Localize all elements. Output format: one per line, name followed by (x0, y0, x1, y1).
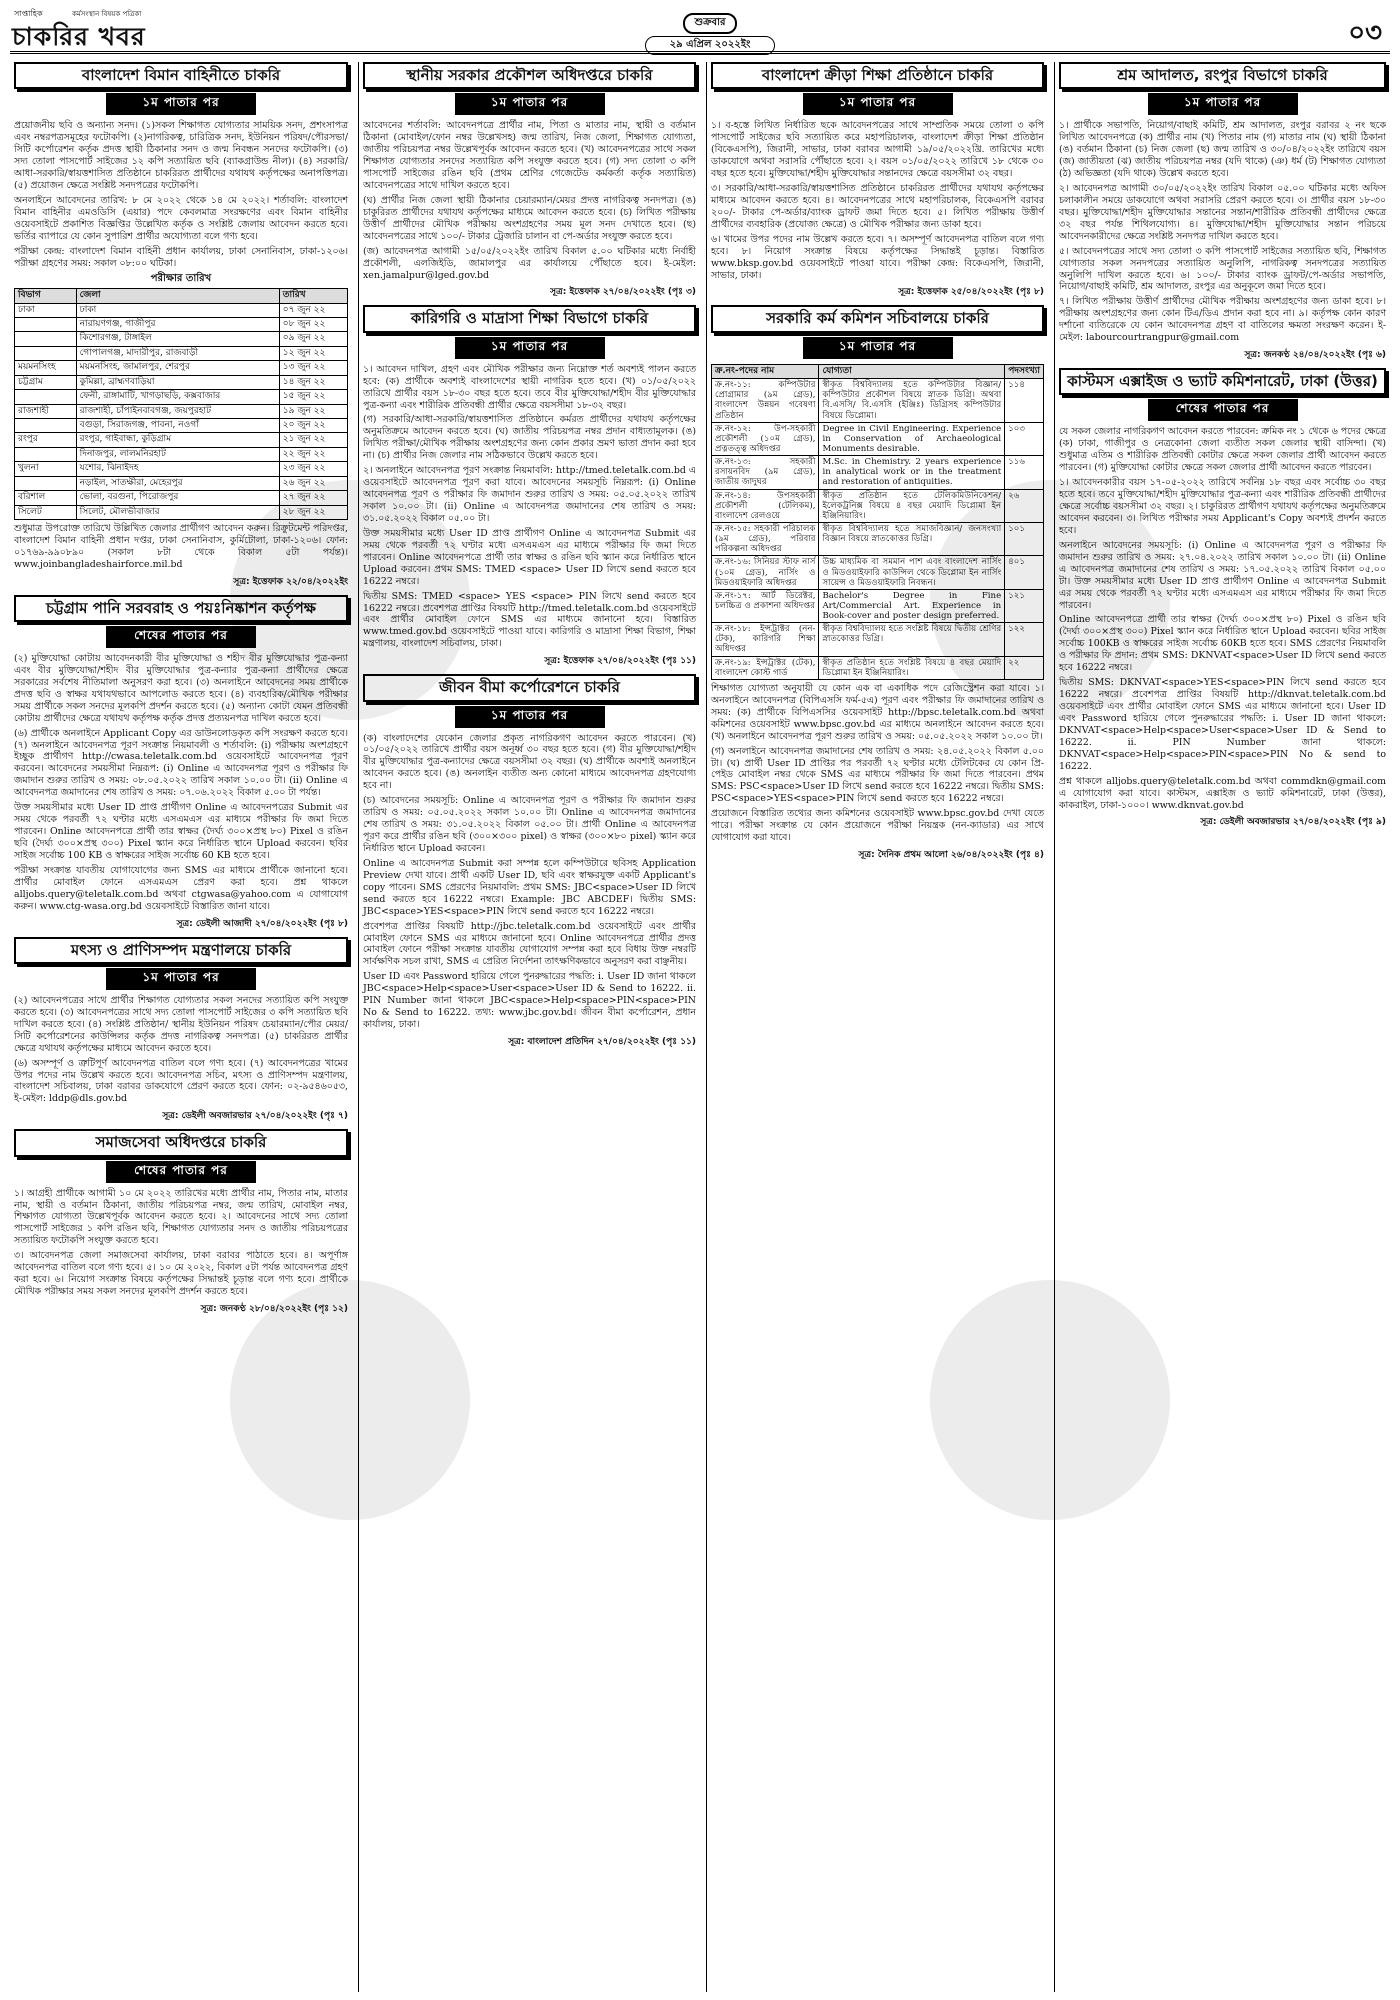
table-cell: সিলেট, মৌলভীবাজার (76, 505, 279, 519)
exam-schedule-table (14, 288, 348, 520)
table-row (712, 623, 1044, 656)
article-title: চট্টগ্রাম পানি সরবরাহ ও পয়ঃনিষ্কাশন কর্তৃপক্ষ (14, 595, 348, 622)
article-source: সূত্র: জনকণ্ঠ ২৪/০৪/২০২২ইং (পৃঃ ৬) (1244, 350, 1386, 361)
paragraph: Online এ আবেদনপত্র Submit করা সম্পন্ন হলে কম্পিউটারে ছবিসহ Application Preview দেখা যাবে। প্রার্থী একটি User ID, ছবি এবং স্বাক্ষরযুক্ত একটি Applicant's copy পাবেন। SMS প্রেরণের নিয়মাবলি: প্রথম SMS: JBC<space>User ID লিখে send করতে হবে 16222 নম্বরে। Example: JBC ABCDEF। দ্বিতীয় SMS: JBC<space>YES<space>PIN লিখে send করতে হবে 16222 নম্বরে। (363, 857, 696, 917)
table-cell (15, 332, 77, 346)
paragraph: (গ) অনলাইনে আবেদনপত্র জমাদানের শেষ তারিখ ও সময়: ২৪.০৫.২০২২ বিকাল ৫.০০ টা। (ঘ) প্রার্থী User ID প্রাপ্তির পর পরবর্তী ৭২ ঘণ্টার মধ্যে টেলিটকের যে কোন প্রি-পেইড মোবাইল নম্বর থেকে SMS এর মাধ্যমে পরীক্ষার ফি জমা দিতে পারবেন। প্রথম SMS: PSC<space>User ID লিখে send করতে হবে 16222 নম্বরে। দ্বিতীয় SMS: PSC<space>YES<space>PIN লিখে send করতে হবে 16222 নম্বরে। (711, 745, 1044, 805)
paragraph: User ID এবং Password হারিয়ে গেলে পুনরুদ্ধারের পদ্ধতি: i. User ID জানা থাকলে JBC<space>Help<space>User<space>User ID & Send to 16222. ii. PIN Number জানা থাকলে JBC<space>Help<space>PIN<space>PIN No & Send to 16222. তথ্য: www.jbc.gov.bd। জীবন বীমা কর্পোরেশন, প্রধান কার্যালয়, ঢাকা। (363, 971, 696, 1031)
paragraph: ৬। খামের উপর পদের নাম উল্লেখ করতে হবে। ৭। অসম্পূর্ণ আবেদনপত্র বাতিল বলে গণ্য হবে। ৮। নিয়োগ সংক্রান্ত বিষয়ে কর্তৃপক্ষের সিদ্ধান্তই চূড়ান্ত। বিস্তারিত www.bksp.gov.bd ওয়েবসাইটে পাওয়া যাবে। পরীক্ষা কেন্দ্র: বিকেএসপি, জিরানী, সাভার, ঢাকা। (711, 233, 1044, 281)
article-body (14, 653, 348, 913)
table-row (712, 589, 1044, 622)
article-social-services (14, 1129, 348, 1316)
paragraph: ২। অনলাইনে আবেদনপত্র পূরণ সংক্রান্ত নিয়মাবলি: http://tmed.teletalk.com.bd এ ওয়েবসাইটে আবেদনপত্র পূরণ করা যাবে। আবেদনের সময়সূচি নিম্নরূপ: (i) Online আবেদনপত্র পূরণ ও পরীক্ষার ফি জমাদান শুরুর তারিখ ও সময়: ০৫.০৫.২০২২ তারিখ সকাল ১০.০০ টা। (ii) Online এ আবেদনপত্র জমাদানের শেষ তারিখ ও সময়: ৩১.০৫.২০২২ বিকাল ০৫.০০ টা। (363, 465, 696, 524)
table-cell: ১০৩ (1005, 422, 1044, 455)
table-cell (15, 318, 77, 332)
table-cell: ক্র.নং-১৩: সহকারী রসায়নবিদ (৯ম গ্রেড), জাতীয় জাদুঘর (712, 456, 819, 489)
table-cell (15, 447, 77, 461)
newspaper-name: চাকরির খবর (12, 22, 146, 51)
paragraph: ৫। আবেদনপত্রের সাথে সদ্য তোলা ৩ কপি পাসপোর্ট সাইজের সত্যায়িত ছবি, শিক্ষাগত যোগ্যতার সকল সনদপত্রের সত্যায়িত অনুলিপি, নাগরিকত্ব সনদপত্রের সত্যায়িত অনুলিপি দাখিল করতে হবে। ৬। ১০০/- টাকার ব্যাংক ড্রাফট/পে-অর্ডার সভাপতি, নিয়োগ/বাছাই কমিটি, শ্রম আদালত, রংপুর এর অনুকূলে জমা দিতে হবে। (1059, 245, 1386, 293)
table-cell: Degree in Civil Engineering. Experience in Conservation of Archaeological Monuments desirable. (819, 422, 1005, 455)
table-cell: ২১ জুন ২২ (279, 433, 347, 447)
table-cell (15, 418, 77, 432)
table-row (15, 491, 348, 505)
page-number: ০৩ (1348, 18, 1382, 48)
table-cell (15, 476, 77, 490)
table-cell: ঢাকা (76, 303, 279, 317)
table-cell: ক্র.নং-১৫: সহকারী পরিচালক (৯ম গ্রেড), পরিবার পরিকল্পনা অধিদপ্তর (712, 522, 819, 555)
article-labour-court (1059, 62, 1386, 362)
table-cell: বরিশাল (15, 491, 77, 505)
table-cell: ২২ জুন ২২ (279, 447, 347, 461)
column-4 (1054, 62, 1390, 1992)
paragraph: (২) আবেদনপত্রের সাথে প্রার্থীর শিক্ষাগত যোগ্যতার সকল সনদের সত্যায়িত কপি সংযুক্ত করতে হবে। (৩) আবেদনপত্রের সাথে সদ্য তোলা পাসপোর্ট সাইজের ৩ কপি সত্যায়িত ছবি দাখিল করতে হবে। (৪) সংশ্লিষ্ট প্রতিষ্ঠান/ স্থানীয় ইউনিয়ন পরিষদ চেয়ারম্যান/পৌর মেয়র/সিটি কর্পোরেশনের কাউন্সিলর কর্তৃক প্রদত্ত নাগরিকত্ব সনদপত্র। (৫) চাকরিরত প্রার্থীর ক্ষেত্রে যথাযথ কর্তৃপক্ষের মাধ্যমে আবেদন করতে হবে। (14, 994, 348, 1054)
table-cell: ১০১ (1005, 522, 1044, 555)
table-cell: ক্র.নং-১২: উপ-সহকারী প্রকৌশলী (১০ম গ্রেড), প্রত্নতত্ত্ব অধিদপ্তর (712, 422, 819, 455)
table-cell: উচ্চ মাধ্যমিক বা সমমান পাশ এবং বাংলাদেশ নার্সিং ও মিডওয়াইফারি কাউন্সিল থেকে ডিপ্লোমা ইন নার্সিং সায়েন্স ও মিডওয়াইফারি নিবন্ধন। (819, 556, 1005, 589)
continued-label: ১ম পাতার পর (455, 93, 605, 115)
table-cell: রংপুর, গাইবান্ধা, কুড়িগ্রাম (76, 433, 279, 447)
paragraph: প্রবেশপত্র প্রাপ্তির বিষয়টি http://jbc.teletalk.com.bd ওয়েবসাইটে এবং প্রার্থীর মোবাইল ফোনে SMS এর মাধ্যমে জানানো হবে। Online আবেদনপত্রে প্রার্থীর প্রদত্ত মোবাইল ফোনে পরীক্ষা সংক্রান্ত যাবতীয় যোগাযোগ সম্পন্ন করা হবে বিধায় উক্ত নম্বরটি সার্বক্ষণিক সচল রাখা, SMS এ প্রেরিত নির্দেশনা তাৎক্ষণিকভাবে অনুসরণ করা বাঞ্ছনীয়। (363, 920, 696, 968)
table-cell: ভোলা, বরগুনা, পিরোজপুর (76, 491, 279, 505)
article-source: সূত্র: ডেইলী আজাদী ২৭/০৪/২০২২ইং (পৃঃ ৮) (176, 918, 348, 929)
table-cell: নারায়ণগঞ্জ, গাজীপুর (76, 318, 279, 332)
table-row (15, 346, 348, 360)
article-body (14, 120, 348, 570)
table-cell: ০৮ জুন ২২ (279, 318, 347, 332)
paragraph: (ঘ) প্রার্থীর নিজ জেলা স্থায়ী ঠিকানার চেয়ারম্যান/মেয়র প্রদত্ত নাগরিকত্ব সনদপত্র। (ঙ) চাকুরিরত প্রার্থীদের যথাযথ কর্তৃপক্ষের মাধ্যমে আবেদন করতে হবে। (চ) লিখিত পরীক্ষায় উত্তীর্ণ প্রার্থীদের মৌখিক পরীক্ষায় অংশগ্রহণের সময় মূল সনদ দেখাতে হবে। (ছ) আবেদনপত্রের সাথে ১০০/- টাকার ট্রেজারি চালান বা পে-অর্ডার সংযুক্ত করতে হবে। (363, 194, 696, 242)
table-cell: ১৩ জুন ২২ (279, 361, 347, 375)
table-cell: দিনাজপুর, লালমনিরহাট (76, 447, 279, 461)
table-cell: ২৬ জুন ২২ (279, 476, 347, 490)
table-cell: স্বীকৃত প্রতিষ্ঠান হতে সংশ্লিষ্ট বিষয়ে ৪ বছর মেয়াদি ডিপ্লোমা ইন ইঞ্জিনিয়ারিং। (819, 656, 1005, 679)
table-cell: স্বীকৃত প্রতিষ্ঠান হতে টেলিকমিউনিকেশন/ ইলেকট্রনিক্স বিষয়ে ৪ বছর মেয়াদি ডিপ্লোমা ইন ইঞ্জিনিয়ারিং। (819, 489, 1005, 522)
table-cell: রাজশাহী (15, 404, 77, 418)
paragraph: ১। আবেদনকারীর বয়স ১৭-০৫-২০২২ তারিখে সর্বনিম্ন ১৮ বছর এবং সর্বোচ্চ ৩০ বছর হতে হবে। তবে মুক্তিযোদ্ধা/শহীদ মুক্তিযোদ্ধার পুত্র-কন্যা এবং শারীরিক প্রতিবন্ধী প্রার্থীদের ক্ষেত্রে সর্বোচ্চ বয়সসীমা ৩২ বছর। ২। চাকুরিরত প্রার্থীগণ যথাযথ কর্তৃপক্ষের অনুমতিক্রমে আবেদন করবেন। ৩। লিখিত পরীক্ষার সময় Applicant's Copy অবশ্যই প্রদর্শন করতে হবে। (1059, 477, 1386, 536)
continued-label: ১ম পাতার পর (455, 337, 605, 359)
table-cell: যশোর, ঝিনাইদহ (76, 462, 279, 476)
table-cell: M.Sc. in Chemistry. 2 years experience in analytical work or in the treatment and restoration of antiquities. (819, 456, 1005, 489)
table-row (712, 522, 1044, 555)
weekly-label: সাপ্তাহিক (14, 9, 43, 18)
table-header: তারিখ (279, 289, 347, 303)
paragraph: (ক) বাংলাদেশের যেকোন জেলার প্রকৃত নাগরিকগণ আবেদন করতে পারবেন। (খ) ০১/০৫/২০২২ তারিখে প্রার্থীর বয়স অনূর্ধ্ব ৩০ বছর হতে হবে। (গ) বীর মুক্তিযোদ্ধা/শহীদ বীর মুক্তিযোদ্ধার পুত্র-কন্যাদের ক্ষেত্রে বয়সসীমা ৩২ বছর। (ঘ) প্রার্থীকে অবশ্যই অনলাইনে আবেদন করতে হবে। (ঙ) অনলাইন ব্যতীত অন্য কোনো মাধ্যমে আবেদনপত্র গ্রহণযোগ্য হবে না। (363, 732, 696, 792)
paragraph: পরীক্ষা সংক্রান্ত যাবতীয় যোগাযোগের জন্য SMS এর মাধ্যমে প্রার্থীকে জানানো হবে। প্রার্থীর মোবাইল ফোনে এসএমএস প্রেরণ করা হবে। প্রশ্ন থাকলে alljobs.query@teletalk.com.bd অথবা ctgwasa@yahoo.com এ যোগাযোগ করুন। www.ctg-wasa.org.bd ওয়েবসাইটে বিস্তারিত জানা যাবে। (14, 864, 348, 912)
table-row (15, 390, 348, 404)
table-header: যোগ্যতা (819, 364, 1005, 378)
table-cell: ২৬ (1005, 489, 1044, 522)
column-1 (10, 62, 352, 1992)
article-body (1059, 426, 1386, 811)
paragraph: দ্বিতীয় SMS: DKNVAT<space>YES<space>PIN লিখে send করতে হবে 16222 নম্বরে। প্রবেশপত্র প্রাপ্তির বিষয়টি http://dknvat.teletalk.com.bd ওয়েবসাইটে এবং প্রার্থীর মোবাইল ফোনে SMS এর মাধ্যমে জানানো হবে। User ID এবং Password হারিয়ে গেলে পুনরুদ্ধারের পদ্ধতি: i. User ID জানা থাকলে: DKNVAT<space>Help<space>User<space>User ID & Send to 16222. ii. PIN Number জানা থাকলে: DKNVAT<space>Help<space>PIN<space>PIN No & send to 16222. (1059, 677, 1386, 772)
table-cell: ময়মনসিংহ, জামালপুর, শেরপুর (76, 361, 279, 375)
table-cell: রংপুর (15, 433, 77, 447)
continued-label: ১ম পাতার পর (455, 706, 605, 728)
paragraph: অনলাইনে আবেদনের সময়সূচি: (i) Online এ আবেদনপত্র পূরণ ও পরীক্ষার ফি জমাদান শুরুর তারিখ ও সময়: ২৭.০৪.২০২২ তারিখ সকাল ১০.০০ টা। (ii) Online এ আবেদনপত্র জমাদানের শেষ তারিখ ও সময়: ১৭.০৫.২০২২ তারিখ বিকাল ০৫.০০ টা। উক্ত সময়সীমার মধ্যে User ID প্রাপ্ত প্রার্থীগণ Online এ আবেদনপত্র Submit এর সময় থেকে পরবর্তী ৭২ ঘণ্টার মধ্যে এসএমএস এর মাধ্যমে পরীক্ষার ফি জমা দিতে পারবেন। (1059, 539, 1386, 611)
table-cell: ক্র.নং-১৮: ইন্সট্রাক্টর (নন-টেক), কারিগরি শিক্ষা অধিদপ্তর (712, 623, 819, 656)
paragraph: প্রয়োজনে বিস্তারিত তথ্যের জন্য কমিশনের ওয়েবসাইট www.bpsc.gov.bd দেখা যেতে পারে। পরীক্ষা সংক্রান্ত যে কোন প্রয়োজনে পরীক্ষা নিয়ন্ত্রক (নন-ক্যাডার) এর সাথে যোগাযোগ করা যাবে। (711, 808, 1044, 844)
table-row (15, 303, 348, 317)
article-source: সূত্র: ইত্তেফাক ২২/০৪/২০২২ইং (233, 576, 348, 587)
table-cell: ১২ জুন ২২ (279, 346, 347, 360)
article-body (363, 733, 696, 1032)
table-cell: ১১৬ (1005, 456, 1044, 489)
table-header: ক্র.নং-পদের নাম (712, 364, 819, 378)
table-header: পদসংখ্যা (1005, 364, 1044, 378)
table-row (15, 433, 348, 447)
table-cell: স্বীকৃত বিশ্ববিদ্যালয় হতে কম্পিউটার বিজ্ঞান/ কম্পিউটার প্রকৌশল বিষয়ে স্নাতক ডিগ্রি। অথবা বি.এসসি/ বি.এসসি (ইঞ্জিঃ) ডিগ্রিসহ কম্পিউটার বিষয়ে ডিপ্লোমা। (819, 379, 1005, 423)
masthead (10, 8, 1390, 54)
continued-label: শেষের পাতার পর (1148, 399, 1298, 421)
table-cell: কিশোরগঞ্জ, টাঙ্গাইল (76, 332, 279, 346)
article-customs (1059, 368, 1386, 829)
table-cell: ১২২ (1005, 623, 1044, 656)
paragraph: প্রশ্ন থাকলে alljobs.query@teletalk.com.bd অথবা commdkn@gmail.com এ যোগাযোগ করা যাবে। কাস্টমস, এক্সাইজ ও ভ্যাট কমিশনারেট, ঢাকা (উত্তর), কাকরাইল, ঢাকা-১০০০। www.dknvat.gov.bd (1059, 775, 1386, 811)
table-cell: ক্র.নং-১৯: ইন্সট্রাক্টর (টেক), বাংলাদেশ কোস্ট গার্ড (712, 656, 819, 679)
article-fisheries (14, 937, 348, 1124)
table-cell: চট্টগ্রাম (15, 375, 77, 389)
continued-label: ১ম পাতার পর (1148, 93, 1298, 115)
article-title: বাংলাদেশ বিমান বাহিনীতে চাকরি (14, 62, 348, 89)
table-row (15, 404, 348, 418)
paragraph: শুধুমাত্র উপরোক্ত তারিখে উল্লিখিত জেলার প্রার্থীগণ আবেদন করুন। রিক্রুটমেন্ট পরিদপ্তর, বাংলাদেশ বিমান বাহিনী প্রধান দপ্তর, ঢাকা সেনানিবাস, কুর্মিটোলা, ঢাকা-১২০৬। ফোন: ০১৭৬৯-৯৯০৮৯০ (সকাল ৮টা থেকে বিকাল ৫টা পর্যন্ত)। www.joinbangladeshairforce.mil.bd (14, 522, 348, 570)
table-cell: রাজশাহী, চাঁপাইনবাবগঞ্জ, জয়পুরহাট (76, 404, 279, 418)
paragraph: ৭। লিখিত পরীক্ষায় উত্তীর্ণ প্রার্থীদের মৌখিক পরীক্ষায় অংশগ্রহণের জন্য ডাকা হবে। ৮। পরীক্ষায় অংশগ্রহণের জন্য কোন টিএ/ডিএ প্রদান করা হবে না। ৯। কর্তৃপক্ষ কোন কারণ দর্শানো ব্যতিরেকে যে কোন আবেদনপত্র গ্রহণ বা বাতিলের ক্ষমতা সংরক্ষণ করেন। ই-মেইল: labourcourtrangpur@gmail.com (1059, 296, 1386, 344)
table-row (15, 476, 348, 490)
table-header: বিভাগ (15, 289, 77, 303)
table-row (15, 505, 348, 519)
issue-day: শুক্রবার (683, 13, 738, 34)
paragraph: (৬) প্রার্থীকে অনলাইনে Applicant Copy এর ডাউনলোডকৃত কপি সংরক্ষণ করতে হবে। (৭) অনলাইনে আবেদনপত্র পূরণ সংক্রান্ত নিয়মাবলী ও শর্তাবলি: (i) পরীক্ষায় অংশগ্রহণে ইচ্ছুক প্রার্থীগণ http://cwasa.teletalk.com.bd ওয়েবসাইটে আবেদনপত্র পূরণ করবেন। আবেদনের সময়সীমা নিম্নরূপ: (i) Online এ আবেদনপত্র পূরণ ও পরীক্ষার ফি জমাদান শুরুর তারিখ ও সময়: ০৮.০৫.২০২২ তারিখ সকাল ১০.০০ টা। (ii) Online এ আবেদনপত্র জমাদানের শেষ তারিখ ও সময়: ০৭.০৬.২০২২ বিকাল ৫.০০ টা পর্যন্ত। (14, 727, 348, 799)
paragraph: শিক্ষাগত যোগ্যতা অনুযায়ী যে কোন এক বা একাধিক পদে রেজিস্ট্রেশন করা যাবে। ১। অনলাইনে আবেদনপত্র (বিপিএসসি ফর্ম-৫এ) পূরণ এবং পরীক্ষার ফি জমাদানের তারিখ ও সময়: (ক) প্রার্থীকে বিপিএসসির ওয়েবসাইট http://bpsc.teletalk.com.bd অথবা কমিশনের ওয়েবসাইট www.bpsc.gov.bd এর মাধ্যমে অনলাইনে আবেদন করতে হবে। (খ) অনলাইনে আবেদনপত্র পূরণ শুরুর তারিখ ও সময়: ০৫.০৫.২০২২ সকাল ১০.০০ টা। (711, 682, 1044, 742)
table-cell: স্বীকৃত বিশ্ববিদ্যালয় হতে সমাজবিজ্ঞান/ জনসংখ্যা বিজ্ঞান বিষয়ে স্নাতকোত্তর ডিগ্রি। (819, 522, 1005, 555)
table-row (15, 447, 348, 461)
paragraph: ৩। সরকারি/আধা-সরকারি/স্বায়ত্তশাসিত প্রতিষ্ঠানে চাকরিরত প্রার্থীদের যথাযথ কর্তৃপক্ষের মাধ্যমে আবেদন করতে হবে। ৪। আবেদনপত্রের সাথে মহাপরিচালক, বিকেএসপি বরাবর ২০০/- টাকার পে-অর্ডার/ব্যাংক ড্রাফট জমা দিতে হবে। ৫। লিখিত পরীক্ষায় উত্তীর্ণ প্রার্থীদের ব্যবহারিক (প্রযোজ্য ক্ষেত্রে) ও মৌখিক পরীক্ষার জন্য ডাকা হবে। (711, 182, 1044, 230)
paragraph: প্রয়োজনীয় ছবি ও অন্যান্য সনদ। (১)সকল শিক্ষাগত যোগ্যতার সাময়িক সনদ, প্রশংসাপত্র এবং নম্বরপত্রসমূহের ফটোকপি। (২)নাগরিকত্ব, চারিত্রিক সনদ, ইউনিয়ন পরিষদ/পৌরসভা/সিটি কর্পোরেশন কর্তৃক প্রদত্ত স্থায়ী ঠিকানার সনদ ও জন্ম নিবন্ধন সনদের ফটোকপি। (৩) সদ্য তোলা পাসপোর্ট সাইজের ১২ কপি সত্যায়িত ছবি (ব্যাকগ্রাউন্ড নীল)। (৪) সরকারি/আধা-সরকারি/স্বায়ত্তশাসিত প্রতিষ্ঠানে চাকরিরত প্রার্থীদের যথাযথ কর্তৃপক্ষের অনাপত্তিপত্র। (৫) প্রয়োজন ক্ষেত্রে সংশ্লিষ্ট সনদপত্রের ফটোকপি। (14, 120, 348, 191)
tagline: কর্মসংস্থান বিষয়ক পত্রিকা (72, 10, 142, 18)
paragraph: ১। প্রার্থীকে সভাপতি, নিয়োগ/বাছাই কমিটি, শ্রম আদালত, রংপুর বরাবর ২ নং ছকে লিখিত আবেদনপত্রে (ক) প্রার্থীর নাম (খ) পিতার নাম (গ) মাতার নাম (ঘ) স্থায়ী ঠিকানা (ঙ) বর্তমান ঠিকানা (চ) নিজ জেলা (ছ) জন্ম তারিখ ও ৩০/০৪/২০২২ইং তারিখে বয়স (জ) জাতীয়তা (ঝ) জাতীয় পরিচয়পত্র নম্বর (যদি থাকে) (ঞ) ধর্ম (ট) শিক্ষাগত যোগ্যতা (ঠ) অভিজ্ঞতা (যদি থাকে) উল্লেখ করতে হবে। (1059, 120, 1386, 179)
continued-label: ১ম পাতার পর (803, 93, 953, 115)
article-body (1059, 120, 1386, 344)
table-cell (15, 390, 77, 404)
article-title: মৎস্য ও প্রাণিসম্পদ মন্ত্রণালয়ে চাকরি (14, 937, 348, 964)
article-source: সূত্র: দৈনিক প্রথম আলো ২৬/০৪/২০২২ইং (পৃঃ ৪) (858, 850, 1044, 861)
article-title: স্থানীয় সরকার প্রকৌশল অধিদপ্তরে চাকরি (363, 62, 696, 89)
article-jiban-bima (363, 674, 696, 1049)
article-title: শ্রম আদালত, রংপুর বিভাগে চাকরি (1059, 62, 1386, 89)
article-body (363, 120, 696, 281)
table-cell: খুলনা (15, 462, 77, 476)
paragraph: ১। আগ্রহী প্রার্থীকে আগামী ১০ মে ২০২২ তারিখের মধ্যে প্রার্থীর নাম, পিতার নাম, মাতার নাম, স্থায়ী ও বর্তমান ঠিকানা, জাতীয় পরিচয়পত্র নম্বর, জন্ম তারিখ, মোবাইল নম্বর, শিক্ষাগত যোগ্যতা উল্লেখপূর্বক আবেদন করতে হবে। ২। আবেদনের সাথে সদ্য তোলা পাসপোর্ট সাইজের ১ কপি রঙিন ছবি, শিক্ষাগত যোগ্যতার সনদ ও জাতীয় পরিচয়পত্রের সত্যায়িত ফটোকপি সংযুক্ত করতে হবে। (14, 1187, 348, 1247)
article-ctg-wasa (14, 595, 348, 931)
article-source: সূত্র: বাংলাদেশ প্রতিদিন ২৭/০৪/২০২২ইং (পৃঃ ১১) (508, 1037, 696, 1047)
article-body (14, 995, 348, 1105)
table-cell: ক্র.নং-১১: কম্পিউটার প্রোগ্রামার (৯ম গ্রেড), বাংলাদেশ উন্নয়ন গবেষণা প্রতিষ্ঠান (712, 379, 819, 423)
paragraph: (জ) আবেদনপত্র আগামী ১৫/০৫/২০২২ইং তারিখ বিকাল ৫.০০ ঘটিকার মধ্যে নির্বাহী প্রকৌশলী, এলজিইডি, জামালপুর এর কার্যালয়ে পৌঁছাতে হবে। ই-মেইল: xen.jamalpur@lged.gov.bd (363, 245, 696, 281)
table-row (712, 456, 1044, 489)
column-2 (358, 62, 700, 1992)
posts-table (711, 364, 1044, 680)
table-cell: কুমিল্লা, ব্রাহ্মণবাড়িয়া (76, 375, 279, 389)
table-cell: ১৫ জুন ২২ (279, 390, 347, 404)
paragraph: (গ) সরকারি/আধা-সরকারি/স্বায়ত্তশাসিত প্রতিষ্ঠানে কর্মরত প্রার্থীদের যথাযথ কর্তৃপক্ষের অনুমতিক্রমে আবেদন করতে হবে। (ঘ) জাতীয় পরিচয়পত্র নম্বর প্রদান বাধ্যতামূলক। (ঙ) লিখিত পরীক্ষা/মৌখিক পরীক্ষায় অংশগ্রহণের জন্য কোন প্রকার ভ্রমণ ভাতা প্রদান করা হবে না। (চ) প্রার্থীর নিজ জেলার নাম সঠিকভাবে উল্লেখ করতে হবে। (363, 414, 696, 462)
article-source: সূত্র: ডেইলী অবজারভার ২৭/০৪/২০২২ইং (পৃঃ ৭) (162, 1111, 348, 1122)
article-source: সূত্র: ডেইলী অবজারভার ২৭/০৪/২০২২ইং (পৃঃ ৯) (1200, 817, 1386, 828)
table-cell: ০৯ জুন ২২ (279, 332, 347, 346)
table-cell: ২৩ জুন ২২ (279, 462, 347, 476)
continued-label: ১ম পাতার পর (106, 968, 256, 990)
continued-label: শেষের পাতার পর (106, 626, 256, 648)
article-madrasa (363, 305, 696, 668)
issue-info (610, 10, 810, 55)
paragraph: ১। আবেদন দাখিল, গ্রহণ এবং মৌখিক পরীক্ষার জন্য নিম্নোক্ত শর্ত অবশ্যই পালন করতে হবে: (ক) প্রার্থীকে অবশ্যই বাংলাদেশের স্থায়ী নাগরিক হতে হবে। (খ) ০১/০৫/২০২২ তারিখে প্রার্থীর বয়স ১৮-৩০ বছর হতে হবে। তবে বীর মুক্তিযোদ্ধা/শহীদ বীর মুক্তিযোদ্ধার পুত্র-কন্যা এবং শারীরিক প্রতিবন্ধী প্রার্থীর ক্ষেত্রে বয়সসীমা ১৮-৩২ বছর। (363, 363, 696, 411)
article-title: কারিগরি ও মাদ্রাসা শিক্ষা বিভাগে চাকরি (363, 305, 696, 332)
article-lged (363, 62, 696, 299)
article-source: সূত্র: ইত্তেফাক ২৫/০৪/২০২২ইং (পৃঃ ৮) (898, 287, 1044, 298)
table-row (712, 556, 1044, 589)
article-pcs (711, 305, 1044, 862)
newspaper-logo (10, 8, 180, 50)
table-cell: ০৭ জুন ২২ (279, 303, 347, 317)
table-cell: ২২ (1005, 656, 1044, 679)
table-header: জেলা (76, 289, 279, 303)
table-cell: ১২১ (1005, 589, 1044, 622)
table-cell: ক্র.নং-১৪: উপসহকারী প্রকৌশলী (টেলিকম), বাংলাদেশ রেলওয়ে (712, 489, 819, 522)
article-title: বাংলাদেশ ক্রীড়া শিক্ষা প্রতিষ্ঠানে চাকরি (711, 62, 1044, 89)
table-cell: বগুড়া, সিরাজগঞ্জ, পাবনা, নওগাঁ (76, 418, 279, 432)
continued-label: ১ম পাতার পর (106, 93, 256, 115)
table-cell: Bachelor's Degree in Fine Art/Commercial Art. Experience in Book-cover and poster design preferred. (819, 589, 1005, 622)
table-row (712, 656, 1044, 679)
article-body (363, 364, 696, 651)
paragraph: পরীক্ষা কেন্দ্র: বাংলাদেশ বিমান বাহিনী প্রধান কার্যালয়, ঢাকা সেনানিবাস, ঢাকা-১২০৬। পরীক্ষা গ্রহণের সময়: সকাল ০৮:০০ ঘটিকা। (14, 245, 348, 269)
table-row (15, 318, 348, 332)
article-biman (14, 62, 348, 589)
paragraph: Online আবেদনপত্রে প্রার্থী তার স্বাক্ষর (দৈর্ঘ্য ৩০০×প্রস্থ ৮০) Pixel ও রঙিন ছবি (দৈর্ঘ্য ৩০০×প্রস্থ ৩০০) Pixel স্ক্যান করে নির্ধারিত স্থানে Upload করবেন। ছবির সাইজ সর্বোচ্চ 100KB ও স্বাক্ষরের সাইজ সর্বোচ্চ 60KB হতে হবে। SMS প্রেরণের নিয়মাবলি ও পরীক্ষার ফি প্রদান: প্রথম SMS: DKNVAT<space>User ID লিখে send করতে হবে 16222 নম্বরে। (1059, 614, 1386, 674)
paragraph: (২) মুক্তিযোদ্ধা কোটায় আবেদনকারী বীর মুক্তিযোদ্ধা ও শহীদ বীর মুক্তিযোদ্ধার পুত্র-কন্যা এবং বীর মুক্তিযোদ্ধা/শহীদ বীর মুক্তিযোদ্ধার পুত্র-কন্যার পুত্র-কন্যা প্রার্থীদের ক্ষেত্রে সরকারের সর্বশেষ নীতিমালা অনুসরণ করা হবে। (৩) অনলাইনে আবেদনের সময় প্রার্থীকে প্রদত্ত ছবি ও স্বাক্ষর যথাযথভাবে আপলোড করতে হবে। (৪) ব্যবহারিক/মৌখিক পরীক্ষার সময় প্রার্থীকে সকল সনদের মূলকপি প্রদর্শন করতে হবে। (৫) অন্যান্য কোটা যেমন প্রতিবন্ধী কোটায় প্রার্থীদের ক্ষেত্রে যথাযথ কর্তৃপক্ষ কর্তৃক প্রদত্ত প্রত্যয়নপত্র দাখিল করতে হবে। (14, 652, 348, 724)
paragraph: যে সকল জেলার নাগরিকগণ আবেদন করতে পারবেন: ক্রমিক নং ১ থেকে ৬ পদের ক্ষেত্রে (ক) ঢাকা, গাজীপুর ও নেত্রকোনা জেলা ব্যতীত সকল জেলার স্থায়ী বাসিন্দা। (খ) শুধুমাত্র এতিম ও শারীরিক প্রতিবন্ধী কোটার ক্ষেত্রে সকল জেলার প্রার্থী আবেদন করতে পারবেন। (গ) মুক্তিযোদ্ধা কোটার ক্ষেত্রে সকল জেলার প্রার্থী আবেদন করতে পারবেন। (1059, 426, 1386, 474)
paragraph: (৬) অসম্পূর্ণ ও ত্রুটিপূর্ণ আবেদনপত্র বাতিল বলে গণ্য হবে। (৭) আবেদনপত্রের খামের উপর পদের নাম উল্লেখ করতে হবে। আবেদনপত্র সচিব, মৎস্য ও প্রাণিসম্পদ মন্ত্রণালয়, বাংলাদেশ সচিবালয়, ঢাকা বরাবর ডাকযোগে প্রেরণ করতে হবে। ফোন: ০২-৯৫৪৬০৫৩, ই-মেইল: lddp@dls.gov.bd (14, 1057, 348, 1105)
table-row (712, 489, 1044, 522)
table-cell: ১১৪ (1005, 379, 1044, 423)
paragraph: উক্ত সময়সীমার মধ্যে User ID প্রাপ্ত প্রার্থীগণ Online এ আবেদনপত্র Submit এর সময় থেকে পরবর্তী ৭২ ঘণ্টার মধ্যে এসএমএস এর মাধ্যমে পরীক্ষার ফি জমা দিতে পারবেন। Online আবেদনপত্রে প্রার্থী তার স্বাক্ষর ও রঙিন ছবি স্ক্যান করে নির্ধারিত স্থানে Upload করবেন। প্রথম SMS: TMED <space> User ID লিখে send করতে হবে 16222 নম্বরে। (363, 527, 696, 587)
table-cell: স্বীকৃত বিশ্ববিদ্যালয় হতে সংশ্লিষ্ট বিষয়ে দ্বিতীয় শ্রেণির স্নাতকোত্তর ডিগ্রি। (819, 623, 1005, 656)
column-3 (706, 62, 1048, 1992)
table-cell: ১৪ জুন ২২ (279, 375, 347, 389)
table-row (712, 379, 1044, 423)
paragraph: ২। আবেদনপত্র আগামী ৩০/০৫/২০২২ইং তারিখ বিকাল ০৫.০০ ঘটিকার মধ্যে অফিস চলাকালীন সময়ে ডাকযোগে অথবা সরাসরি প্রেরণ করতে হবে। ৩। প্রার্থীর বয়স ১৮-৩০ বছর। মুক্তিযোদ্ধা/শহীদ মুক্তিযোদ্ধার সন্তানের সন্তান/শারীরিক প্রতিবন্ধী প্রার্থীদের ক্ষেত্রে ৩২ বছর পর্যন্ত শিথিলযোগ্য। ৪। মুক্তিযোদ্ধা/শহীদ মুক্তিযোদ্ধার সন্তান পরিচয়ে আবেদনকারীদের ক্ষেত্রে সংশ্লিষ্ট সনদপত্র দাখিল করতে হবে। (1059, 182, 1386, 242)
article-title: কাস্টমস এক্সাইজ ও ভ্যাট কমিশনারেট, ঢাকা (উত্তর) (1059, 368, 1386, 395)
continued-label: শেষের পাতার পর (106, 1161, 256, 1183)
table-cell: নড়াইল, সাতক্ষীরা, মেহেরপুর (76, 476, 279, 490)
table-row (15, 332, 348, 346)
continued-label: ১ম পাতার পর (803, 337, 953, 359)
table-title: পরীক্ষার তারিখ (150, 272, 212, 284)
table-cell: ফেনী, রাঙ্গামাটি, খাগড়াছড়ি, কক্সবাজার (76, 390, 279, 404)
article-title: সমাজসেবা অধিদপ্তরে চাকরি (14, 1129, 348, 1156)
paragraph: দ্বিতীয় SMS: TMED <space> YES <space> PIN লিখে send করতে হবে 16222 নম্বরে। প্রবেশপত্র প্রাপ্তির বিষয়টি http://tmed.teletalk.com.bd ওয়েবসাইটে এবং প্রার্থীর মোবাইল ফোনে SMS এর মাধ্যমে জানানো হবে। বিস্তারিত www.tmed.gov.bd ওয়েবসাইটে পাওয়া যাবে। কারিগরি ও মাদ্রাসা শিক্ষা বিভাগ, শিক্ষা মন্ত্রণালয়, বাংলাদেশ সচিবালয়, ঢাকা। (363, 590, 696, 650)
article-body (14, 1188, 348, 1298)
article-source: সূত্র: ইত্তেফাক ২৭/০৪/২০২২ইং (পৃঃ ৩) (550, 287, 696, 298)
table-cell (15, 346, 77, 360)
issue-date: ২৯ এপ্রিল ২০২২ইং (645, 36, 775, 55)
paragraph: (চ) আবেদনের সময়সূচি: Online এ আবেদনপত্র পূরণ ও পরীক্ষার ফি জমাদান শুরুর তারিখ ও সময়: ০৫.০৫.২০২২ সকাল ১০.০০ টা। Online এ আবেদনপত্র জমাদানের শেষ তারিখ ও সময়: ৩১.০৫.২০২২ বিকাল ০৫.০০ টা। প্রার্থী Online এ আবেদনপত্র পূরণ করে প্রার্থীর রঙিন ছবি (৩০০×৩০০ pixel) ও স্বাক্ষর (৩০০×৮০ pixel) স্ক্যান করে নির্ধারিত স্থানে Upload করবেন। (363, 795, 696, 854)
article-title: জীবন বীমা কর্পোরেশনে চাকরি (363, 674, 696, 701)
table-cell: সিলেট (15, 505, 77, 519)
table-row (712, 422, 1044, 455)
paragraph: উক্ত সময়সীমার মধ্যে User ID প্রাপ্ত প্রার্থীগণ Online এ আবেদনপত্রের Submit এর সময় থেকে পরবর্তী ৭২ ঘণ্টার মধ্যে এসএমএস এর মাধ্যমে পরীক্ষার ফি জমা দিতে পারবেন। Online আবেদনপত্রে প্রার্থী তার স্বাক্ষর (দৈর্ঘ্য ৩০০×প্রস্থ ৮০) Pixel ও রঙিন ছবি (দৈর্ঘ্য ৩০০×প্রস্থ ৩০০) Pixel স্ক্যান করে নির্ধারিত স্থানে Upload করবেন। ছবির সাইজ সর্বোচ্চ 100 KB ও স্বাক্ষরের সাইজ সর্বোচ্চ 60 KB হতে হবে। (14, 802, 348, 861)
article-body (711, 120, 1044, 281)
paragraph: ৩। আবেদনপত্র জেলা সমাজসেবা কার্যালয়, ঢাকা বরাবর পাঠাতে হবে। ৪। অপূর্ণাঙ্গ আবেদনপত্র বাতিল বলে গণ্য হবে। ৫। ১০ মে ২০২২, বিকাল ৫টা পর্যন্ত আবেদনপত্র গ্রহণ করা হবে। ৬। নিয়োগ সংক্রান্ত বিষয়ে কর্তৃপক্ষের সিদ্ধান্তই চূড়ান্ত বলে গণ্য হবে। প্রার্থীকে মৌখিক পরীক্ষার সময় সকল সনদের মূলকপি প্রদর্শন করতে হবে। (14, 1250, 348, 1298)
article-source: সূত্র: জনকণ্ঠ ২৮/০৪/২০২২ইং (পৃঃ ১২) (200, 1304, 348, 1314)
table-cell: ২৭ জুন ২২ (279, 491, 347, 505)
table-cell: ক্র.নং-১৬: সিনিয়র স্টাফ নার্স (১০ম গ্রেড), নার্সিং ও মিডওয়াইফারি অধিদপ্তর (712, 556, 819, 589)
table-row (15, 462, 348, 476)
paragraph: ১। ব-হস্তে লিখিত নির্ধারিত ছকে আবেদনপত্রের সাথে সাম্প্রতিক সময়ে তোলা ৩ কপি পাসপোর্ট সাইজের ছবি সত্যায়িত করে মহাপরিচালক, বাংলাদেশ ক্রীড়া শিক্ষা প্রতিষ্ঠান (বিকেএসপি), জিরানী, সাভার, ঢাকা বরাবর আগামী ১৯/০৫/২০২২খ্রি. তারিখের মধ্যে ডাকযোগে অথবা সরাসরি পৌঁছাতে হবে। ২। বয়স ০১/০৫/২০২২ তারিখে ১৮ থেকে ৩০ বছর হতে হবে। মুক্তিযোদ্ধা/শহীদ মুক্তিযোদ্ধার সন্তানদের ক্ষেত্রে বয়সসীমা ৩২ বছর। (711, 120, 1044, 179)
paragraph: অনলাইনে আবেদনের তারিখ: ৮ মে ২০২২ থেকে ১৪ মে ২০২২। শর্তাবলি: বাংলাদেশ বিমান বাহিনীর এমওডিসি (এয়ার) পদে কেবলমাত্র সংরক্ষণের এবং বিমান বাহিনীর ওয়েবসাইটে প্রকাশিত বিজ্ঞপ্তির উল্লেখিত কর্তৃক ও সংশ্লিষ্ট জেলায় আবেদন করতে হবে। ভর্তির ব্যাপারে যে কোন সুপারিশ প্রার্থীর অযোগ্যতা বলে গণ্য হবে। (14, 194, 348, 242)
table-cell: ক্র.নং-১৭: আর্ট ডিরেক্টর, চলচ্চিত্র ও প্রকাশনা অধিদপ্তর (712, 589, 819, 622)
table-cell: ২৮ জুন ২২ (279, 505, 347, 519)
article-bksp (711, 62, 1044, 299)
table-row (15, 361, 348, 375)
table-cell: গোপালগঞ্জ, মাদারীপুর, রাজবাড়ী (76, 346, 279, 360)
article-title: সরকারি কর্ম কমিশন সচিবালয়ে চাকরি (711, 305, 1044, 332)
article-body (711, 364, 1044, 844)
paragraph: আবেদনের শর্তাবলি: আবেদনপত্রে প্রার্থীর নাম, পিতা ও মাতার নাম, স্থায়ী ও বর্তমান ঠিকানা (মোবাইল/ফোন নম্বর উল্লেখসহ) জন্ম তারিখ, নিজ জেলা, শিক্ষাগত যোগ্যতা, জাতীয় পরিচয়পত্র নম্বর উল্লেখপূর্বক আবেদন করতে হবে। (খ) আবেদনপত্রের সাথে সকল শিক্ষাগত যোগ্যতার সনদের সত্যায়িত কপি সংযুক্ত করতে হবে। (গ) সদ্য তোলা ৩ কপি পাসপোর্ট সাইজের রঙিন ছবি (প্রথম শ্রেণির গেজেটেড কর্মকর্তা কর্তৃক সত্যায়িত) আবেদনপত্রের সাথে দাখিল করতে হবে। (363, 120, 696, 191)
table-row (15, 375, 348, 389)
article-source: সূত্র: ইত্তেফাক ২৭/০৪/২০২২ইং (পৃঃ ১১) (544, 656, 696, 667)
table-cell: ময়মনসিংহ (15, 361, 77, 375)
table-cell: ১৯ জুন ২২ (279, 404, 347, 418)
table-row (15, 418, 348, 432)
table-cell: ৪০১ (1005, 556, 1044, 589)
table-cell: ২০ জুন ২২ (279, 418, 347, 432)
table-cell: ঢাকা (15, 303, 77, 317)
